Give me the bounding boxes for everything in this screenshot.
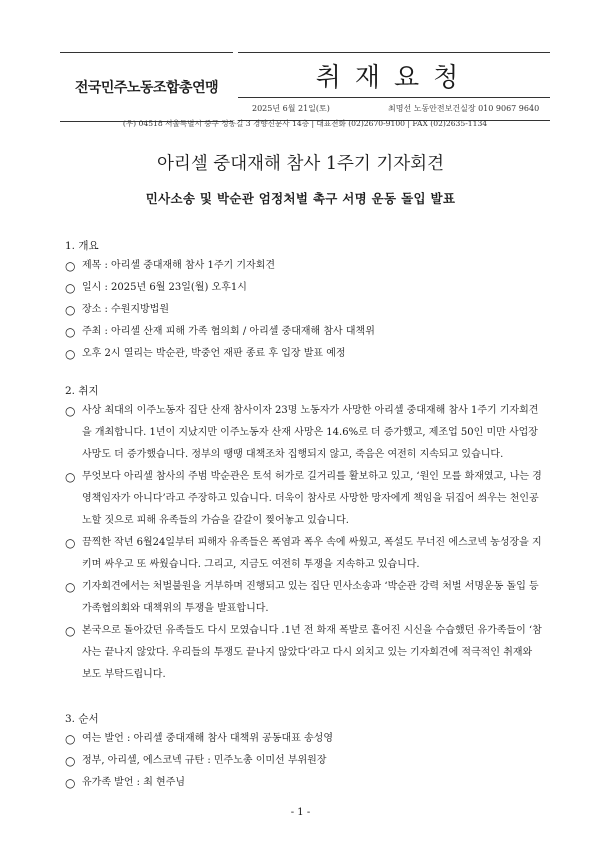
circle-bullet-icon: ○ [65,470,76,484]
list-item: ○ 사상 최대의 이주노동자 집단 산재 참사이자 23명 노동자가 사망한 아리셀 중대재해 참사 1주기 기자회견을 개최합니다. 1년이 지났지만 이주노동자 산재 사망은 14.6%로 더 증가했고, 제조업 50인 미만 사업장 사망도 더 증가했습니다. 정부의 땡땡 대책조차 집행되지 않고, 죽음은 여전히 지속되고 있습니다. [65,400,545,466]
section-heading-overview: 1. 개요 [65,240,99,252]
circle-bullet-icon: ○ [65,325,76,339]
section-heading-order: 3. 순서 [65,713,99,725]
list-item: ○ 끔찍한 작년 6월24일부터 피해자 유족들은 폭염과 폭우 속에 싸웠고, 폭설도 무너진 에스코넥 농성장을 지키며 싸우고 또 싸웠습니다. 그리고, 지금도 여전히 투쟁을 지속하고 있습니다. [65,532,545,576]
list-item: ○ 정부, 아리셀, 에스코넥 규탄 : 민주노총 이미선 부위원장 [65,750,545,772]
list-item: ○ 유가족 발언 : 최 현주님 [65,772,545,794]
document-header [60,52,550,124]
circle-bullet-icon: ○ [65,732,76,746]
list-item: ○ 무엇보다 아리셀 참사의 주범 박순관은 토석 허가로 길거리를 활보하고 있고, ‘원인 모를 화재였고, 나는 경영책임자가 아니다’라고 주장하고 있습니다. 더욱이 참사로 사망한 망자에게 책임을 뒤집어 씌우는 천인공노할 짓으로 피해 유족들의 가슴을 갈갈이 찢어놓고 있습니다. [65,466,545,532]
list-item: ○ 장소 : 수원지방법원 [65,299,545,321]
circle-bullet-icon: ○ [65,624,76,638]
page-number: - 1 - [290,807,311,818]
list-item: ○ 여는 발언 : 아리셀 중대재해 참사 대책위 공동대표 송성영 [65,728,545,750]
contact-person: 최명선 노동안전보건실장 010 9067 9640 [388,104,540,113]
list-item: ○ 오후 2시 열리는 박순관, 박중언 재판 종료 후 입장 발표 예정 [65,343,545,365]
address-line: (우) 04518 서울특별시 중구 정동길 3 경향신문사 14층 | 대표전화 (02)2670-9100 | FAX (02)2635-1134 [122,119,488,128]
circle-bullet-icon: ○ [65,776,76,790]
press-title: 아리셀 중대재해 참사 1주기 기자회견 [157,154,444,174]
list-item: ○ 일시 : 2025년 6월 23일(월) 오후1시 [65,277,545,299]
purpose-list [65,400,545,686]
list-item: ○ 본국으로 돌아갔던 유족들도 다시 모였습니다 .1년 전 화재 폭발로 흩어진 시신을 수습했던 유가족들이 ‘참사는 끝나지 않았다. 우리들의 투쟁도 끝나지 않았다’라고 다시 외치고 있는 기자회견에 적극적인 취재와 보도 부탁드립니다. [65,620,545,686]
list-item: ○ 주최 : 아리셀 산재 피해 가족 협의회 / 아리셀 중대재해 참사 대책위 [65,321,545,343]
circle-bullet-icon: ○ [65,404,76,418]
list-item: ○ 제목 : 아리셀 중대재해 참사 1주기 기자회견 [65,255,545,277]
list-item: ○ 기자회견에서는 처벌불원을 거부하며 진행되고 있는 집단 민사소송과 ‘박순관 강력 처벌 서명운동 돌입 등 가족협의회와 대책위의 투쟁을 발표합니다. [65,576,545,620]
circle-bullet-icon: ○ [65,259,76,273]
circle-bullet-icon: ○ [65,536,76,550]
circle-bullet-icon: ○ [65,281,76,295]
document-type-title: 취재요청 [238,52,550,98]
press-subtitle: 민사소송 및 박순관 엄정처벌 촉구 서명 운동 돌입 발표 [145,191,456,206]
section-heading-purpose: 2. 취지 [65,385,99,397]
overview-list [65,255,545,365]
organization-name: 전국민주노동조합총연맹 [60,52,233,122]
order-list [65,728,545,794]
circle-bullet-icon: ○ [65,347,76,361]
release-date: 2025년 6월 21일(토) [252,104,330,113]
circle-bullet-icon: ○ [65,303,76,317]
circle-bullet-icon: ○ [65,754,76,768]
circle-bullet-icon: ○ [65,580,76,594]
